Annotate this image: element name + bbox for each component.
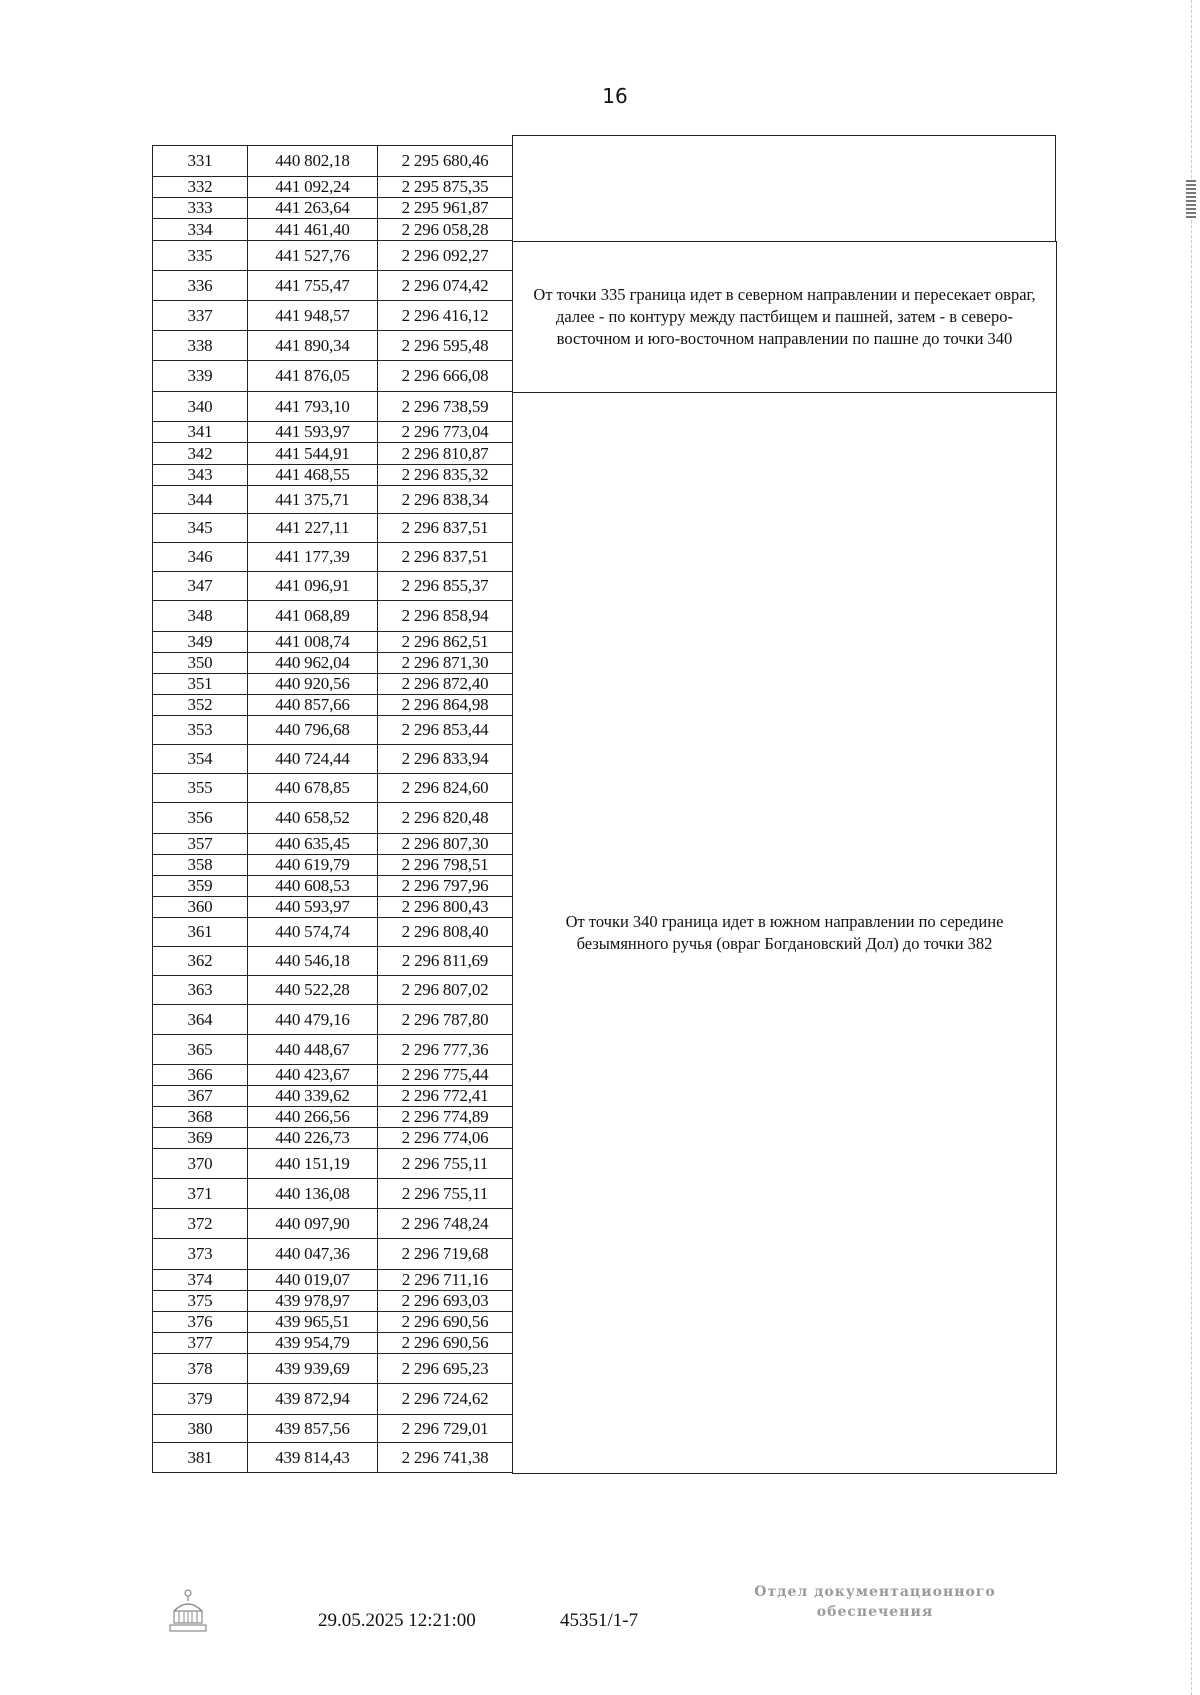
y-coordinate-cell: 2 296 835,32 bbox=[377, 465, 513, 485]
y-coordinate-cell: 2 296 864,98 bbox=[377, 695, 513, 715]
y-coordinate-cell: 2 296 807,30 bbox=[377, 834, 513, 854]
point-number-cell: 336 bbox=[152, 271, 247, 300]
x-coordinate-cell: 439 954,79 bbox=[247, 1333, 377, 1353]
point-number-cell: 370 bbox=[152, 1149, 247, 1178]
y-coordinate-cell: 2 296 693,03 bbox=[377, 1291, 513, 1311]
point-number-cell: 367 bbox=[152, 1086, 247, 1106]
table-row bbox=[152, 486, 513, 514]
point-number-cell: 360 bbox=[152, 897, 247, 917]
y-coordinate-cell: 2 296 787,80 bbox=[377, 1005, 513, 1034]
stamp-line: Отдел документационного bbox=[754, 1584, 996, 1600]
x-coordinate-cell: 440 678,85 bbox=[247, 774, 377, 802]
x-coordinate-cell: 440 047,36 bbox=[247, 1239, 377, 1269]
x-coordinate-cell: 441 263,64 bbox=[247, 198, 377, 218]
x-coordinate-cell: 441 177,39 bbox=[247, 543, 377, 571]
table-row bbox=[152, 422, 513, 443]
description-cell-335-339 bbox=[512, 241, 1057, 393]
table-row bbox=[152, 198, 513, 219]
point-number-cell: 375 bbox=[152, 1291, 247, 1311]
table-row bbox=[152, 1209, 513, 1239]
point-number-cell: 340 bbox=[152, 392, 247, 421]
table-row bbox=[152, 1354, 513, 1384]
x-coordinate-cell: 440 962,04 bbox=[247, 653, 377, 673]
point-number-cell: 371 bbox=[152, 1179, 247, 1208]
table-row bbox=[152, 1179, 513, 1209]
point-number-cell: 344 bbox=[152, 486, 247, 513]
table-row bbox=[152, 653, 513, 674]
y-coordinate-cell: 2 296 808,40 bbox=[377, 918, 513, 946]
table-row bbox=[152, 834, 513, 855]
table-row bbox=[152, 443, 513, 465]
x-coordinate-cell: 440 522,28 bbox=[247, 976, 377, 1004]
footer-document-number: 45351/1-7 bbox=[560, 1610, 639, 1631]
table-row bbox=[152, 543, 513, 572]
y-coordinate-cell: 2 296 800,43 bbox=[377, 897, 513, 917]
y-coordinate-cell: 2 296 058,28 bbox=[377, 219, 513, 240]
y-coordinate-cell: 2 296 853,44 bbox=[377, 716, 513, 744]
x-coordinate-cell: 440 635,45 bbox=[247, 834, 377, 854]
table-row bbox=[152, 241, 513, 271]
point-number-cell: 363 bbox=[152, 976, 247, 1004]
table-row bbox=[152, 1086, 513, 1107]
x-coordinate-cell: 440 608,53 bbox=[247, 876, 377, 896]
x-coordinate-cell: 441 593,97 bbox=[247, 422, 377, 442]
table-row bbox=[152, 1149, 513, 1179]
description-cell-340-381 bbox=[512, 392, 1057, 1474]
y-coordinate-cell: 2 296 729,01 bbox=[377, 1415, 513, 1442]
table-row bbox=[152, 301, 513, 331]
table-row bbox=[152, 1035, 513, 1065]
table-row bbox=[152, 601, 513, 632]
point-number-cell: 333 bbox=[152, 198, 247, 218]
x-coordinate-cell: 441 527,76 bbox=[247, 241, 377, 270]
y-coordinate-cell: 2 296 690,56 bbox=[377, 1312, 513, 1332]
table-row bbox=[152, 465, 513, 486]
table-row bbox=[152, 1239, 513, 1270]
x-coordinate-cell: 440 796,68 bbox=[247, 716, 377, 744]
x-coordinate-cell: 439 978,97 bbox=[247, 1291, 377, 1311]
table-row bbox=[152, 897, 513, 918]
point-number-cell: 380 bbox=[152, 1415, 247, 1442]
y-coordinate-cell: 2 296 741,38 bbox=[377, 1443, 513, 1472]
x-coordinate-cell: 440 097,90 bbox=[247, 1209, 377, 1238]
y-coordinate-cell: 2 295 680,46 bbox=[377, 146, 513, 176]
y-coordinate-cell: 2 296 833,94 bbox=[377, 745, 513, 773]
y-coordinate-cell: 2 296 837,51 bbox=[377, 514, 513, 542]
y-coordinate-cell: 2 296 798,51 bbox=[377, 855, 513, 875]
x-coordinate-cell: 441 096,91 bbox=[247, 572, 377, 600]
x-coordinate-cell: 440 802,18 bbox=[247, 146, 377, 176]
x-coordinate-cell: 439 814,43 bbox=[247, 1443, 377, 1472]
x-coordinate-cell: 440 724,44 bbox=[247, 745, 377, 773]
table-row bbox=[152, 1384, 513, 1415]
table-row bbox=[152, 774, 513, 803]
point-number-cell: 368 bbox=[152, 1107, 247, 1127]
x-coordinate-cell: 441 755,47 bbox=[247, 271, 377, 300]
point-number-cell: 348 bbox=[152, 601, 247, 631]
y-coordinate-cell: 2 296 755,11 bbox=[377, 1149, 513, 1178]
point-number-cell: 362 bbox=[152, 947, 247, 975]
x-coordinate-cell: 441 461,40 bbox=[247, 219, 377, 240]
y-coordinate-cell: 2 296 858,94 bbox=[377, 601, 513, 631]
table-row bbox=[152, 145, 513, 177]
x-coordinate-cell: 439 857,56 bbox=[247, 1415, 377, 1442]
y-coordinate-cell: 2 296 092,27 bbox=[377, 241, 513, 270]
x-coordinate-cell: 440 619,79 bbox=[247, 855, 377, 875]
x-coordinate-cell: 440 920,56 bbox=[247, 674, 377, 694]
x-coordinate-cell: 441 890,34 bbox=[247, 331, 377, 360]
x-coordinate-cell: 441 375,71 bbox=[247, 486, 377, 513]
y-coordinate-cell: 2 296 824,60 bbox=[377, 774, 513, 802]
x-coordinate-cell: 440 151,19 bbox=[247, 1149, 377, 1178]
y-coordinate-cell: 2 296 666,08 bbox=[377, 361, 513, 391]
point-number-cell: 349 bbox=[152, 632, 247, 652]
table-row bbox=[152, 514, 513, 543]
table-row bbox=[152, 947, 513, 976]
x-coordinate-cell: 440 448,67 bbox=[247, 1035, 377, 1064]
point-number-cell: 372 bbox=[152, 1209, 247, 1238]
x-coordinate-cell: 440 546,18 bbox=[247, 947, 377, 975]
y-coordinate-cell: 2 296 837,51 bbox=[377, 543, 513, 571]
table-row bbox=[152, 674, 513, 695]
x-coordinate-cell: 441 948,57 bbox=[247, 301, 377, 330]
point-number-cell: 345 bbox=[152, 514, 247, 542]
table-row bbox=[152, 1065, 513, 1086]
point-number-cell: 356 bbox=[152, 803, 247, 833]
point-number-cell: 361 bbox=[152, 918, 247, 946]
y-coordinate-cell: 2 296 595,48 bbox=[377, 331, 513, 360]
x-coordinate-cell: 441 227,11 bbox=[247, 514, 377, 542]
x-coordinate-cell: 441 008,74 bbox=[247, 632, 377, 652]
y-coordinate-cell: 2 296 862,51 bbox=[377, 632, 513, 652]
table-row bbox=[152, 803, 513, 834]
description-cell-331-334 bbox=[512, 135, 1056, 242]
duma-emblem-icon bbox=[166, 1587, 210, 1640]
point-number-cell: 350 bbox=[152, 653, 247, 673]
point-number-cell: 331 bbox=[152, 146, 247, 176]
table-row bbox=[152, 632, 513, 653]
point-number-cell: 346 bbox=[152, 543, 247, 571]
point-number-cell: 378 bbox=[152, 1354, 247, 1383]
point-number-cell: 379 bbox=[152, 1384, 247, 1414]
table-row bbox=[152, 918, 513, 947]
x-coordinate-cell: 441 544,91 bbox=[247, 443, 377, 464]
table-row bbox=[152, 1128, 513, 1149]
table-row bbox=[152, 361, 513, 392]
point-number-cell: 343 bbox=[152, 465, 247, 485]
table-row bbox=[152, 1312, 513, 1333]
table-row bbox=[152, 177, 513, 198]
y-coordinate-cell: 2 296 838,34 bbox=[377, 486, 513, 513]
y-coordinate-cell: 2 296 807,02 bbox=[377, 976, 513, 1004]
table-row bbox=[152, 745, 513, 774]
y-coordinate-cell: 2 296 711,16 bbox=[377, 1270, 513, 1290]
point-number-cell: 354 bbox=[152, 745, 247, 773]
y-coordinate-cell: 2 295 875,35 bbox=[377, 177, 513, 197]
y-coordinate-cell: 2 296 724,62 bbox=[377, 1384, 513, 1414]
y-coordinate-cell: 2 296 797,96 bbox=[377, 876, 513, 896]
y-coordinate-cell: 2 296 810,87 bbox=[377, 443, 513, 464]
table-row bbox=[152, 855, 513, 876]
point-number-cell: 357 bbox=[152, 834, 247, 854]
point-number-cell: 358 bbox=[152, 855, 247, 875]
point-number-cell: 351 bbox=[152, 674, 247, 694]
x-coordinate-cell: 441 468,55 bbox=[247, 465, 377, 485]
x-coordinate-cell: 440 136,08 bbox=[247, 1179, 377, 1208]
x-coordinate-cell: 440 423,67 bbox=[247, 1065, 377, 1085]
page-number: 16 bbox=[602, 84, 628, 108]
point-number-cell: 369 bbox=[152, 1128, 247, 1148]
table-row bbox=[152, 695, 513, 716]
stamp-line: обеспечения bbox=[816, 1604, 934, 1620]
description-text: От точки 335 граница идет в северном направлении и пересекает овраг, далее - по контуру между пастбищем и пашней, затем - в северо-восточном и юго-восточном направлении по пашне до точки 340 bbox=[533, 285, 1036, 348]
table-row bbox=[152, 271, 513, 301]
table-row bbox=[152, 976, 513, 1005]
y-coordinate-cell: 2 296 774,89 bbox=[377, 1107, 513, 1127]
table-row bbox=[152, 1333, 513, 1354]
point-number-cell: 341 bbox=[152, 422, 247, 442]
point-number-cell: 339 bbox=[152, 361, 247, 391]
x-coordinate-cell: 440 857,66 bbox=[247, 695, 377, 715]
y-coordinate-cell: 2 296 416,12 bbox=[377, 301, 513, 330]
point-number-cell: 347 bbox=[152, 572, 247, 600]
table-row bbox=[152, 876, 513, 897]
y-coordinate-cell: 2 296 690,56 bbox=[377, 1333, 513, 1353]
department-stamp bbox=[710, 1582, 1040, 1622]
y-coordinate-cell: 2 296 775,44 bbox=[377, 1065, 513, 1085]
x-coordinate-cell: 441 092,24 bbox=[247, 177, 377, 197]
y-coordinate-cell: 2 296 855,37 bbox=[377, 572, 513, 600]
table-row bbox=[152, 331, 513, 361]
point-number-cell: 353 bbox=[152, 716, 247, 744]
table-row bbox=[152, 1291, 513, 1312]
y-coordinate-cell: 2 296 871,30 bbox=[377, 653, 513, 673]
table-row bbox=[152, 716, 513, 745]
y-coordinate-cell: 2 296 755,11 bbox=[377, 1179, 513, 1208]
x-coordinate-cell: 441 068,89 bbox=[247, 601, 377, 631]
point-number-cell: 334 bbox=[152, 219, 247, 240]
y-coordinate-cell: 2 296 774,06 bbox=[377, 1128, 513, 1148]
x-coordinate-cell: 440 593,97 bbox=[247, 897, 377, 917]
point-number-cell: 381 bbox=[152, 1443, 247, 1472]
x-coordinate-cell: 440 019,07 bbox=[247, 1270, 377, 1290]
x-coordinate-cell: 439 872,94 bbox=[247, 1384, 377, 1414]
point-number-cell: 376 bbox=[152, 1312, 247, 1332]
scan-edge-mark bbox=[1186, 180, 1196, 220]
x-coordinate-cell: 441 793,10 bbox=[247, 392, 377, 421]
point-number-cell: 374 bbox=[152, 1270, 247, 1290]
y-coordinate-cell: 2 295 961,87 bbox=[377, 198, 513, 218]
x-coordinate-cell: 440 658,52 bbox=[247, 803, 377, 833]
point-number-cell: 342 bbox=[152, 443, 247, 464]
x-coordinate-cell: 440 339,62 bbox=[247, 1086, 377, 1106]
y-coordinate-cell: 2 296 719,68 bbox=[377, 1239, 513, 1269]
table-row bbox=[152, 219, 513, 241]
x-coordinate-cell: 440 266,56 bbox=[247, 1107, 377, 1127]
point-number-cell: 366 bbox=[152, 1065, 247, 1085]
point-number-cell: 364 bbox=[152, 1005, 247, 1034]
point-number-cell: 337 bbox=[152, 301, 247, 330]
y-coordinate-cell: 2 296 820,48 bbox=[377, 803, 513, 833]
table-row bbox=[152, 1443, 513, 1473]
x-coordinate-cell: 440 479,16 bbox=[247, 1005, 377, 1034]
x-coordinate-cell: 441 876,05 bbox=[247, 361, 377, 391]
table-row bbox=[152, 572, 513, 601]
point-number-cell: 332 bbox=[152, 177, 247, 197]
y-coordinate-cell: 2 296 811,69 bbox=[377, 947, 513, 975]
y-coordinate-cell: 2 296 074,42 bbox=[377, 271, 513, 300]
scan-edge-strip bbox=[1191, 0, 1194, 1695]
table-row bbox=[152, 1005, 513, 1035]
point-number-cell: 365 bbox=[152, 1035, 247, 1064]
x-coordinate-cell: 439 965,51 bbox=[247, 1312, 377, 1332]
table-row bbox=[152, 1107, 513, 1128]
table-row bbox=[152, 1270, 513, 1291]
y-coordinate-cell: 2 296 738,59 bbox=[377, 392, 513, 421]
x-coordinate-cell: 440 574,74 bbox=[247, 918, 377, 946]
y-coordinate-cell: 2 296 772,41 bbox=[377, 1086, 513, 1106]
point-number-cell: 352 bbox=[152, 695, 247, 715]
y-coordinate-cell: 2 296 777,36 bbox=[377, 1035, 513, 1064]
point-number-cell: 373 bbox=[152, 1239, 247, 1269]
table-row bbox=[152, 392, 513, 422]
y-coordinate-cell: 2 296 748,24 bbox=[377, 1209, 513, 1238]
x-coordinate-cell: 439 939,69 bbox=[247, 1354, 377, 1383]
point-number-cell: 335 bbox=[152, 241, 247, 270]
x-coordinate-cell: 440 226,73 bbox=[247, 1128, 377, 1148]
y-coordinate-cell: 2 296 695,23 bbox=[377, 1354, 513, 1383]
footer-date: 29.05.2025 12:21:00 bbox=[318, 1610, 476, 1631]
y-coordinate-cell: 2 296 773,04 bbox=[377, 422, 513, 442]
point-number-cell: 377 bbox=[152, 1333, 247, 1353]
point-number-cell: 359 bbox=[152, 876, 247, 896]
table-row bbox=[152, 1415, 513, 1443]
description-text: От точки 340 граница идет в южном направлении по середине безымянного ручья (овраг Богдановский Дол) до точки 382 bbox=[565, 912, 1004, 953]
point-number-cell: 355 bbox=[152, 774, 247, 802]
point-number-cell: 338 bbox=[152, 331, 247, 360]
y-coordinate-cell: 2 296 872,40 bbox=[377, 674, 513, 694]
